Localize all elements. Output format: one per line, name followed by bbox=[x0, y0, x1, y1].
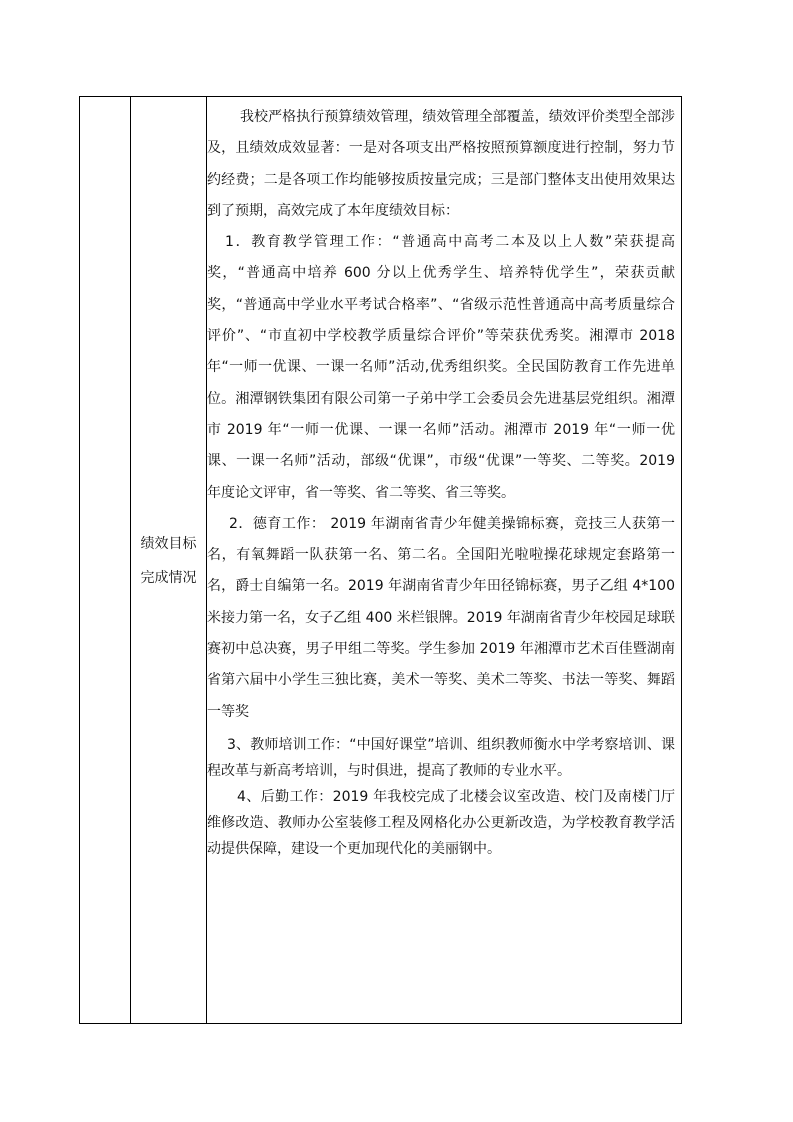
performance-table bbox=[79, 96, 682, 1024]
teaching-management-paragraph: 1．教育教学管理工作：“普通高中高考二本及以上人数”荣获提高奖，“普通高中培养 600 分以上优秀学生、培养特优学生”，荣获贡献奖，“普通高中学业水平考试合格率”、“省级示范性普通高中高考质量综合评价”、“市直初中学校教学质量综合评价”等荣获优秀奖。湘潭市 2018 年“一师一优课、一课一名师”活动,优秀组织奖。全民国防教育工作先进单位。湘潭钢铁集团有限公司第一子弟中学工会委员会先进基层党组织。湘潭市 2019 年“一师一优课、一课一名师”活动。湘潭市 2019 年“一师一优课、一课一名师”活动，部级“优课”，市级“优课”一等奖、二等奖。2019 年度论文评审，省一等奖、省二等奖、省三等奖。 bbox=[207, 234, 675, 501]
teacher-training-paragraph: 3、教师培训工作：“中国好课堂”培训、组织教师衡水中学考察培训、课程改革与新高考培训，与时俱进，提高了教师的专业水平。 bbox=[207, 736, 675, 779]
moral-education-paragraph: 2．德育工作： 2019 年湖南省青少年健美操锦标赛，竞技三人获第一名，有氧舞蹈一队获第一名、第二名。全国阳光啦啦操花球规定套路第一名，爵士自编第一名。2019 年湖南省青少年田径锦标赛，男子乙组 4*100 米接力第一名，女子乙组 400 米栏银牌。2019 年湖南省青少年校园足球联赛初中总决赛，男子甲组二等奖。学生参加 2019 年湘潭市艺术百佳暨湖南省第六届中小学生三独比赛，美术一等奖、美术二等奖、书法一等奖、舞蹈一等奖 bbox=[207, 515, 675, 720]
row-label-line: 完成情况 bbox=[140, 570, 197, 586]
summary-paragraph: 我校严格执行预算绩效管理，绩效管理全部覆盖，绩效评价类型全部涉及，且绩效成效显著：一是对各项支出严格按照预算额度进行控制，努力节约经费；二是各项工作均能够按质按量完成；三是部门整体支出使用效果达到了预期，高效完成了本年度绩效目标： bbox=[207, 109, 675, 219]
logistics-paragraph: 4、后勤工作：2019 年我校完成了北楼会议室改造、校门及南楼门厅维修改造、教师办公室装修工程及网格化办公更新改造，为学校教育教学活动提供保障，建设一个更加现代化的美丽钢中。 bbox=[207, 788, 675, 857]
row-label-line: 绩效目标 bbox=[140, 536, 197, 552]
content-cell bbox=[207, 102, 675, 862]
row-label bbox=[131, 527, 206, 595]
